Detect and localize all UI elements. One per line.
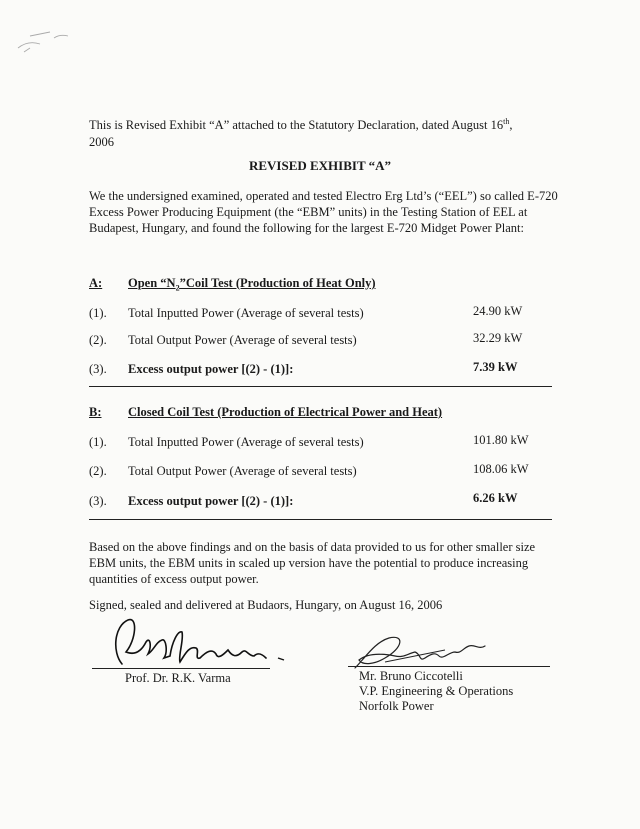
intro-superscript: th xyxy=(503,117,510,126)
section-b-row1-num: (1). xyxy=(89,435,107,449)
signatory2-org: Norfolk Power xyxy=(359,699,434,713)
section-a-title xyxy=(128,276,376,293)
section-a-row3-desc: Excess output power [(2) - (1)]: xyxy=(128,362,294,376)
section-a-row1-num: (1). xyxy=(89,306,107,320)
scan-smudge-mark xyxy=(10,18,80,58)
section-a-row2-num: (2). xyxy=(89,333,107,347)
signature-line-2 xyxy=(348,666,550,667)
section-b-row1-value: 101.80 kW xyxy=(473,433,529,447)
section-a-title-post: ”Coil Test (Production of Heat Only) xyxy=(179,276,376,290)
signature-varma xyxy=(108,612,293,672)
section-a-row1-desc: Total Inputted Power (Average of several tests) xyxy=(128,306,364,320)
document-title: REVISED EXHIBIT “A” xyxy=(248,158,392,173)
section-a-label: A: xyxy=(89,276,103,290)
section-b-row2-value: 108.06 kW xyxy=(473,462,529,476)
section-b-row3-desc: Excess output power [(2) - (1)]: xyxy=(128,494,294,508)
section-a-row3-num: (3). xyxy=(89,362,107,376)
section-b-divider xyxy=(89,519,552,520)
section-a-divider xyxy=(89,386,552,387)
intro-tail: , xyxy=(509,118,513,133)
signed-line: Signed, sealed and delivered at Budaors, Hungary, on August 16, 2006 xyxy=(89,598,443,612)
intro-line1: This is Revised Exhibit “A” attached to the Statutory Declaration, dated August 16 xyxy=(89,118,504,133)
intro-text xyxy=(89,113,559,151)
section-b-row1-desc: Total Inputted Power (Average of several tests) xyxy=(128,435,364,449)
section-a-title-pre: Open “N xyxy=(128,276,176,290)
section-a-title-sub: 2 xyxy=(175,283,180,293)
section-b-row3-num: (3). xyxy=(89,494,107,508)
signatory2-title: V.P. Engineering & Operations xyxy=(359,684,514,698)
section-b-row2-num: (2). xyxy=(89,464,107,478)
paragraph-intro: We the undersigned examined, operated and tested Electro Erg Ltd’s (“EEL”) so called E-720 Excess Power Producing Equipment (the “EBM” units) in the Testing Station of EEL at Budapest, Hungary, and found the following for the largest E-720 Midget Power Plant: xyxy=(89,189,558,235)
intro-line2: 2006 xyxy=(89,135,114,150)
section-b-row2-desc: Total Output Power (Average of several tests) xyxy=(128,464,357,478)
section-a-row3-value: 7.39 kW xyxy=(473,360,518,374)
signature-line-1 xyxy=(92,668,270,669)
section-b-label: B: xyxy=(89,405,102,419)
signatory2-name: Mr. Bruno Ciccotelli xyxy=(359,669,463,683)
section-a-row1-value: 24.90 kW xyxy=(473,304,523,318)
section-a-row2-value: 32.29 kW xyxy=(473,331,523,345)
signatory1-name: Prof. Dr. R.K. Varma xyxy=(125,671,231,685)
paragraph-findings: Based on the above findings and on the basis of data provided to us for other smaller size EBM units, the EBM units in scaled up version have the potential to produce increasing quantities of excess output power. xyxy=(89,540,536,586)
section-a-row2-desc: Total Output Power (Average of several tests) xyxy=(128,333,357,347)
section-b-row3-value: 6.26 kW xyxy=(473,491,518,505)
section-b-title: Closed Coil Test (Production of Electrical Power and Heat) xyxy=(128,405,443,419)
